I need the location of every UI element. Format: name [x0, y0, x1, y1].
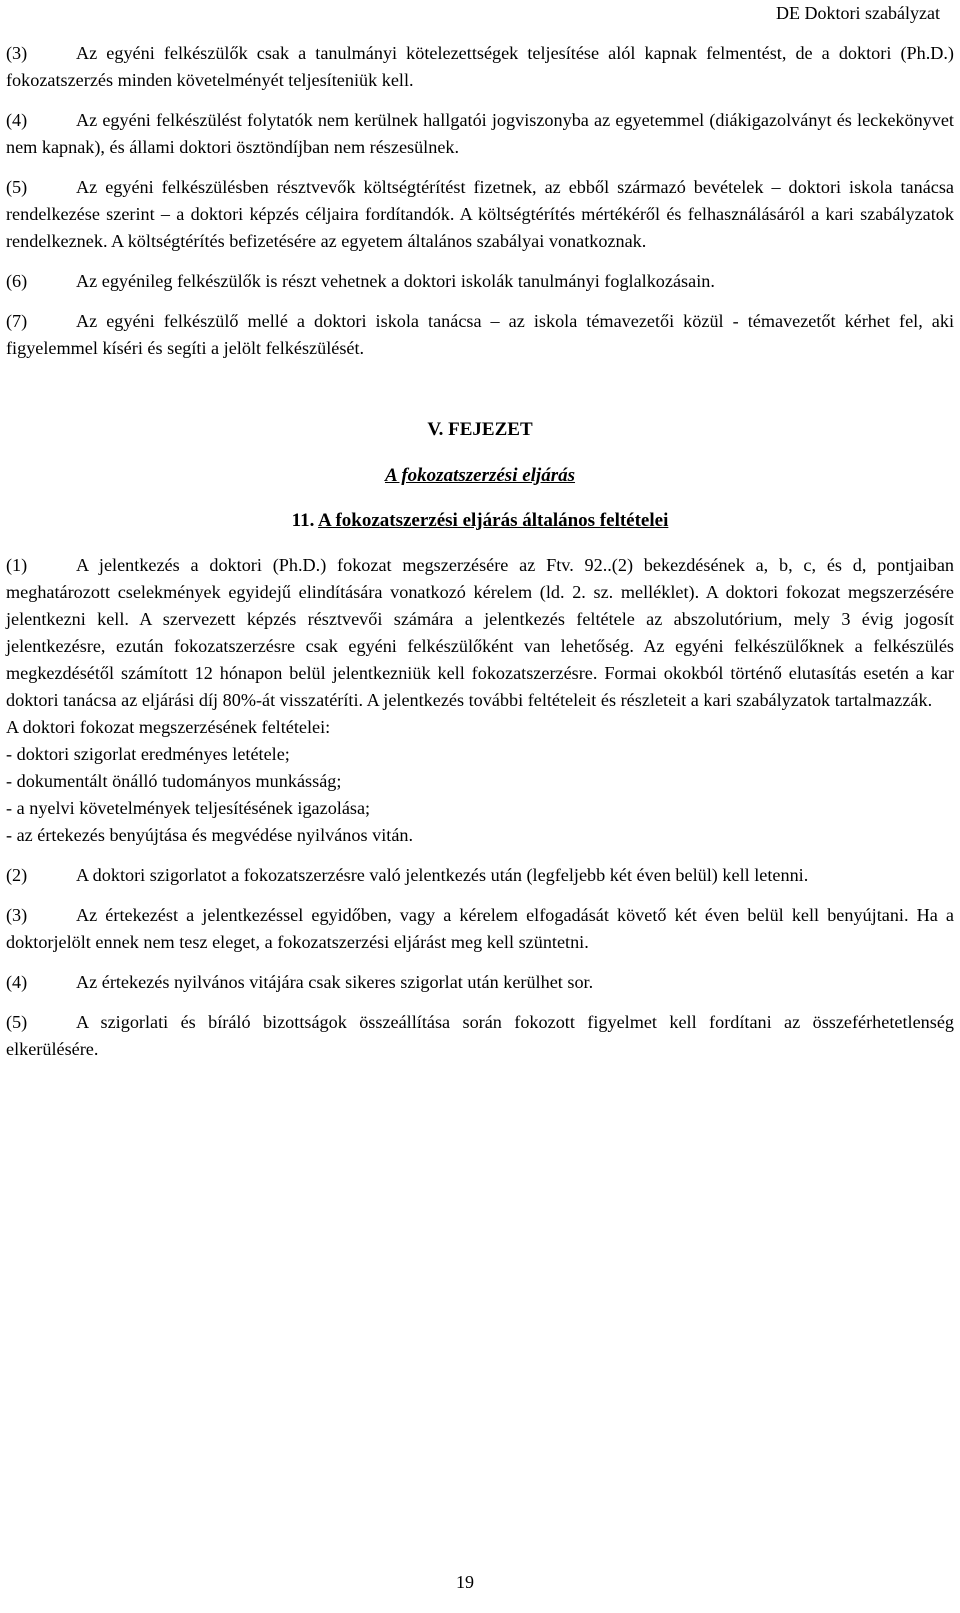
paragraph-number: (3) — [6, 43, 28, 63]
paragraph-text: Az értekezést a jelentkezéssel egyidőben, vagy a kérelem elfogadását követő két éven belül kell benyújtani. Ha a doktorjelölt ennek nem tesz eleget, a fokozatszerzési eljárást meg kell szüntetni. — [6, 905, 954, 952]
paragraph-number: (5) — [6, 177, 28, 197]
paragraph — [6, 107, 954, 161]
paragraph-text: A szigorlati és bíráló bizottságok összeállítása során fokozott figyelmet kell fordítani az összeférhetetlenség elkerülésére. — [6, 1012, 954, 1059]
paragraph-text: Az egyéni felkészülést folytatók nem kerülnek hallgatói jogviszonyba az egyetemmel (diákigazolványt és leckekönyvet nem kapnak), és állami doktori ösztöndíjban nem részesülnek. — [6, 110, 954, 157]
paragraph-text: Az egyéni felkészülő mellé a doktori iskola tanácsa – az iskola témavezetői közül - témavezetőt kérhet fel, aki figyelemmel kíséri és segíti a jelölt felkészülését. — [6, 311, 954, 358]
paragraph-number: (2) — [6, 865, 28, 885]
paragraph-text: A doktori szigorlatot a fokozatszerzésre való jelentkezés után (legfeljebb két éven belül) kell letenni. — [76, 865, 809, 885]
section-number: 11. — [291, 510, 315, 531]
paragraph — [6, 268, 954, 295]
paragraph — [6, 862, 954, 889]
paragraph-number: (6) — [6, 271, 28, 291]
running-header: DE Doktori szabályzat — [776, 3, 940, 23]
paragraph — [6, 902, 954, 956]
paragraph — [6, 308, 954, 362]
paragraph — [6, 969, 954, 996]
condition-item: - az értekezés benyújtása és megvédése nyilvános vitán. — [6, 825, 414, 845]
condition-item: - a nyelvi követelmények teljesítésének igazolása; — [6, 798, 371, 818]
paragraph-number: (7) — [6, 311, 28, 331]
paragraph-text: A jelentkezés a doktori (Ph.D.) fokozat megszerzésére az Ftv. 92..(2) bekezdésének a, b, c, és d, pontjaiban meghatározott cselekmények egyidejű elindítására vonatkozó kérelem (ld. 2. sz. melléklet). A doktori fokozat megszerzésére jelentkezni kell. A szervezett képzés résztvevői számára a jelentkezés feltétele az abszolutórium, mely 3 évig jogosít jelentkezésre, ezután fokozatszerzésre csak egyéni felkészülőként van lehetőség. Az egyéni felkészülőknek a felkészülés megkezdésétől számított 12 hónapon belül jelentkezniük kell fokozatszerzésre. Formai okokból történő elutasítás esetén a kar doktori tanácsa az eljárási díj 80%-át visszatéríti. A jelentkezés további feltételeit és részleteit a kari szabályzatok tartalmazzák. — [6, 555, 954, 710]
paragraph — [6, 174, 954, 255]
page-number: 19 — [456, 1572, 474, 1592]
paragraph-text: Az egyéni felkészülésben résztvevők költségtérítést fizetnek, az ebből származó bevételek – doktori iskola tanácsa rendelkezése szerint – a doktori képzés céljaira fordítandók. A költségtérítés mértékéről és felhasználásáról a kari szabályzatok rendelkeznek. A költségtérítés befizetésére az egyetem általános szabályai vonatkoznak. — [6, 177, 954, 251]
condition-item: - doktori szigorlat eredményes letétele; — [6, 744, 290, 764]
paragraph — [6, 40, 954, 94]
paragraph — [6, 552, 954, 714]
section-heading — [6, 507, 954, 534]
paragraph-text: Az egyéni felkészülők csak a tanulmányi kötelezettségek teljesítése alól kapnak felmentést, de a doktori (Ph.D.) fokozatszerzés minden követelményét teljesíteniük kell. — [6, 43, 954, 90]
paragraph-text: Az egyénileg felkészülők is részt vehetnek a doktori iskolák tanulmányi foglalkozásain. — [76, 271, 715, 291]
paragraph-number: (4) — [6, 972, 28, 992]
conditions-intro: A doktori fokozat megszerzésének feltételei: — [6, 717, 331, 737]
paragraph — [6, 1009, 954, 1063]
paragraph-text: Az értekezés nyilvános vitájára csak sikeres szigorlat után kerülhet sor. — [76, 972, 594, 992]
chapter-label: V. FEJEZET — [427, 419, 533, 440]
section-title: A fokozatszerzési eljárás általános feltételei — [318, 510, 669, 531]
page-content — [6, 40, 954, 1063]
condition-item: - dokumentált önálló tudományos munkásság; — [6, 771, 342, 791]
paragraph-number: (5) — [6, 1012, 28, 1032]
paragraph-number: (3) — [6, 905, 28, 925]
paragraph-number: (1) — [6, 555, 28, 575]
chapter-title: A fokozatszerzési eljárás — [384, 465, 576, 486]
paragraph-number: (4) — [6, 110, 28, 130]
